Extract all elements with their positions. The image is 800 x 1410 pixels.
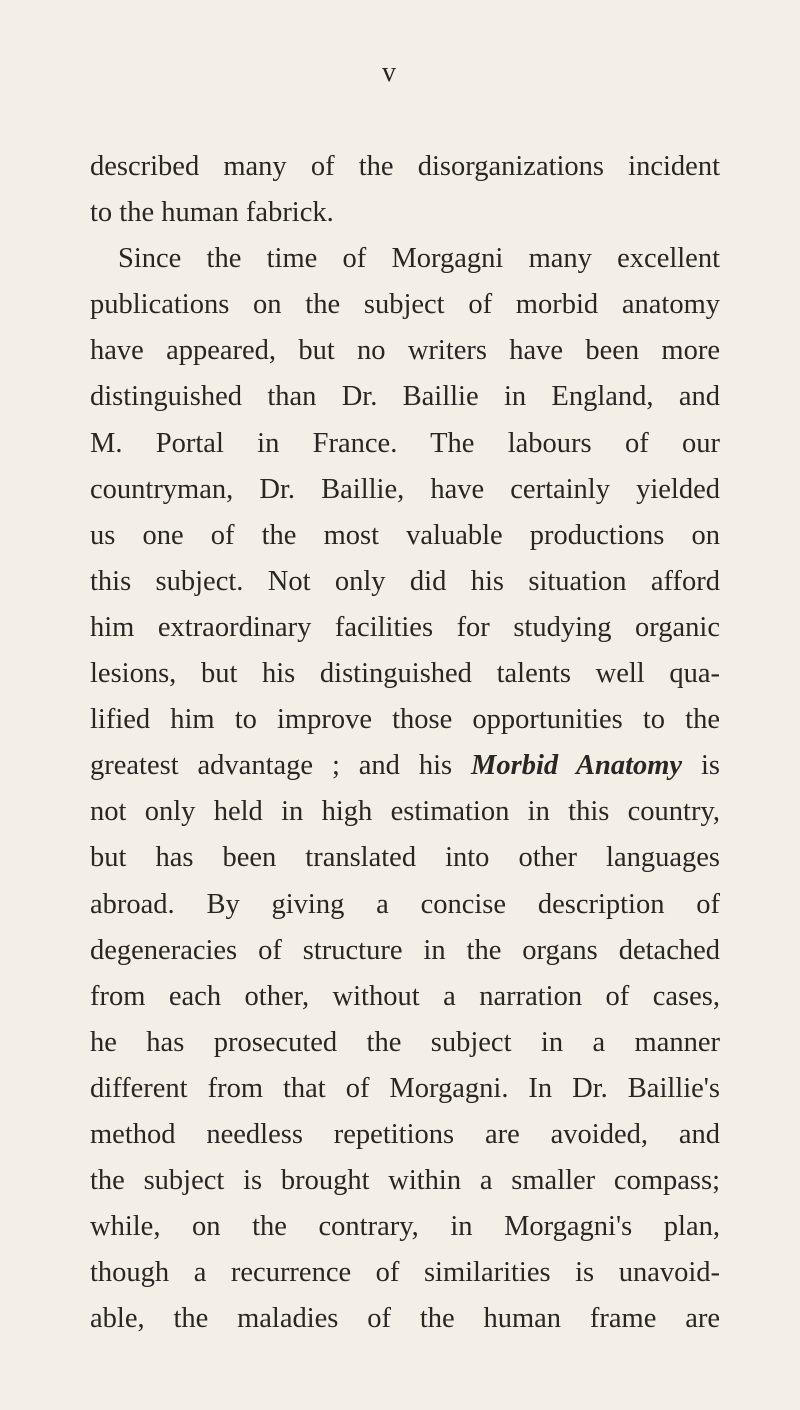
text-line: able, the maladies of the human frame are bbox=[90, 1303, 720, 1335]
text-line: us one of the most valuable productions on bbox=[90, 519, 720, 551]
text-line: this subject. Not only did his situation afford bbox=[90, 565, 720, 597]
text-line: distinguished than Dr. Baillie in England, and bbox=[90, 381, 720, 413]
text-line: lesions, but his distinguished talents well qua- bbox=[90, 658, 720, 690]
page-number: v bbox=[382, 57, 397, 88]
text-segment: greatest advantage ; and his bbox=[90, 750, 453, 782]
text-line: but has been translated into other languages bbox=[90, 842, 720, 874]
text-line: different from that of Morgagni. In Dr. Baillie's bbox=[90, 1072, 720, 1104]
text-line: not only held in high estimation in this country, bbox=[90, 796, 720, 828]
text-line: the subject is brought within a smaller compass; bbox=[90, 1165, 720, 1197]
text-line: method needless repetitions are avoided, and bbox=[90, 1118, 720, 1150]
text-segment: is bbox=[701, 750, 721, 782]
text-line: Since the time of Morgagni many excellent bbox=[118, 243, 720, 275]
body-text bbox=[90, 144, 720, 1342]
text-line: he has prosecuted the subject in a manner bbox=[90, 1026, 720, 1058]
text-line: have appeared, but no writers have been more bbox=[90, 335, 720, 367]
text-line: lified him to improve those opportunities to the bbox=[90, 704, 720, 736]
text-line: described many of the disorganizations incident bbox=[90, 151, 720, 182]
text-line: countryman, Dr. Baillie, have certainly yielded bbox=[90, 473, 720, 505]
text-line: from each other, without a narration of cases, bbox=[90, 980, 720, 1012]
text-line: publications on the subject of morbid anatomy bbox=[90, 289, 720, 321]
text-line: though a recurrence of similarities is unavoid- bbox=[90, 1257, 720, 1289]
text-line: him extraordinary facilities for studying organic bbox=[90, 611, 720, 643]
text-line-with-title bbox=[90, 743, 720, 789]
text-line: while, on the contrary, in Morgagni's plan, bbox=[90, 1211, 720, 1243]
book-title-italic: Morbid Anatomy bbox=[471, 750, 683, 782]
text-line: abroad. By giving a concise description of bbox=[90, 888, 720, 920]
text-line: degeneracies of structure in the organs detached bbox=[90, 934, 720, 966]
text-line: to the human fabrick. bbox=[90, 197, 334, 229]
text-line: M. Portal in France. The labours of our bbox=[90, 427, 720, 459]
